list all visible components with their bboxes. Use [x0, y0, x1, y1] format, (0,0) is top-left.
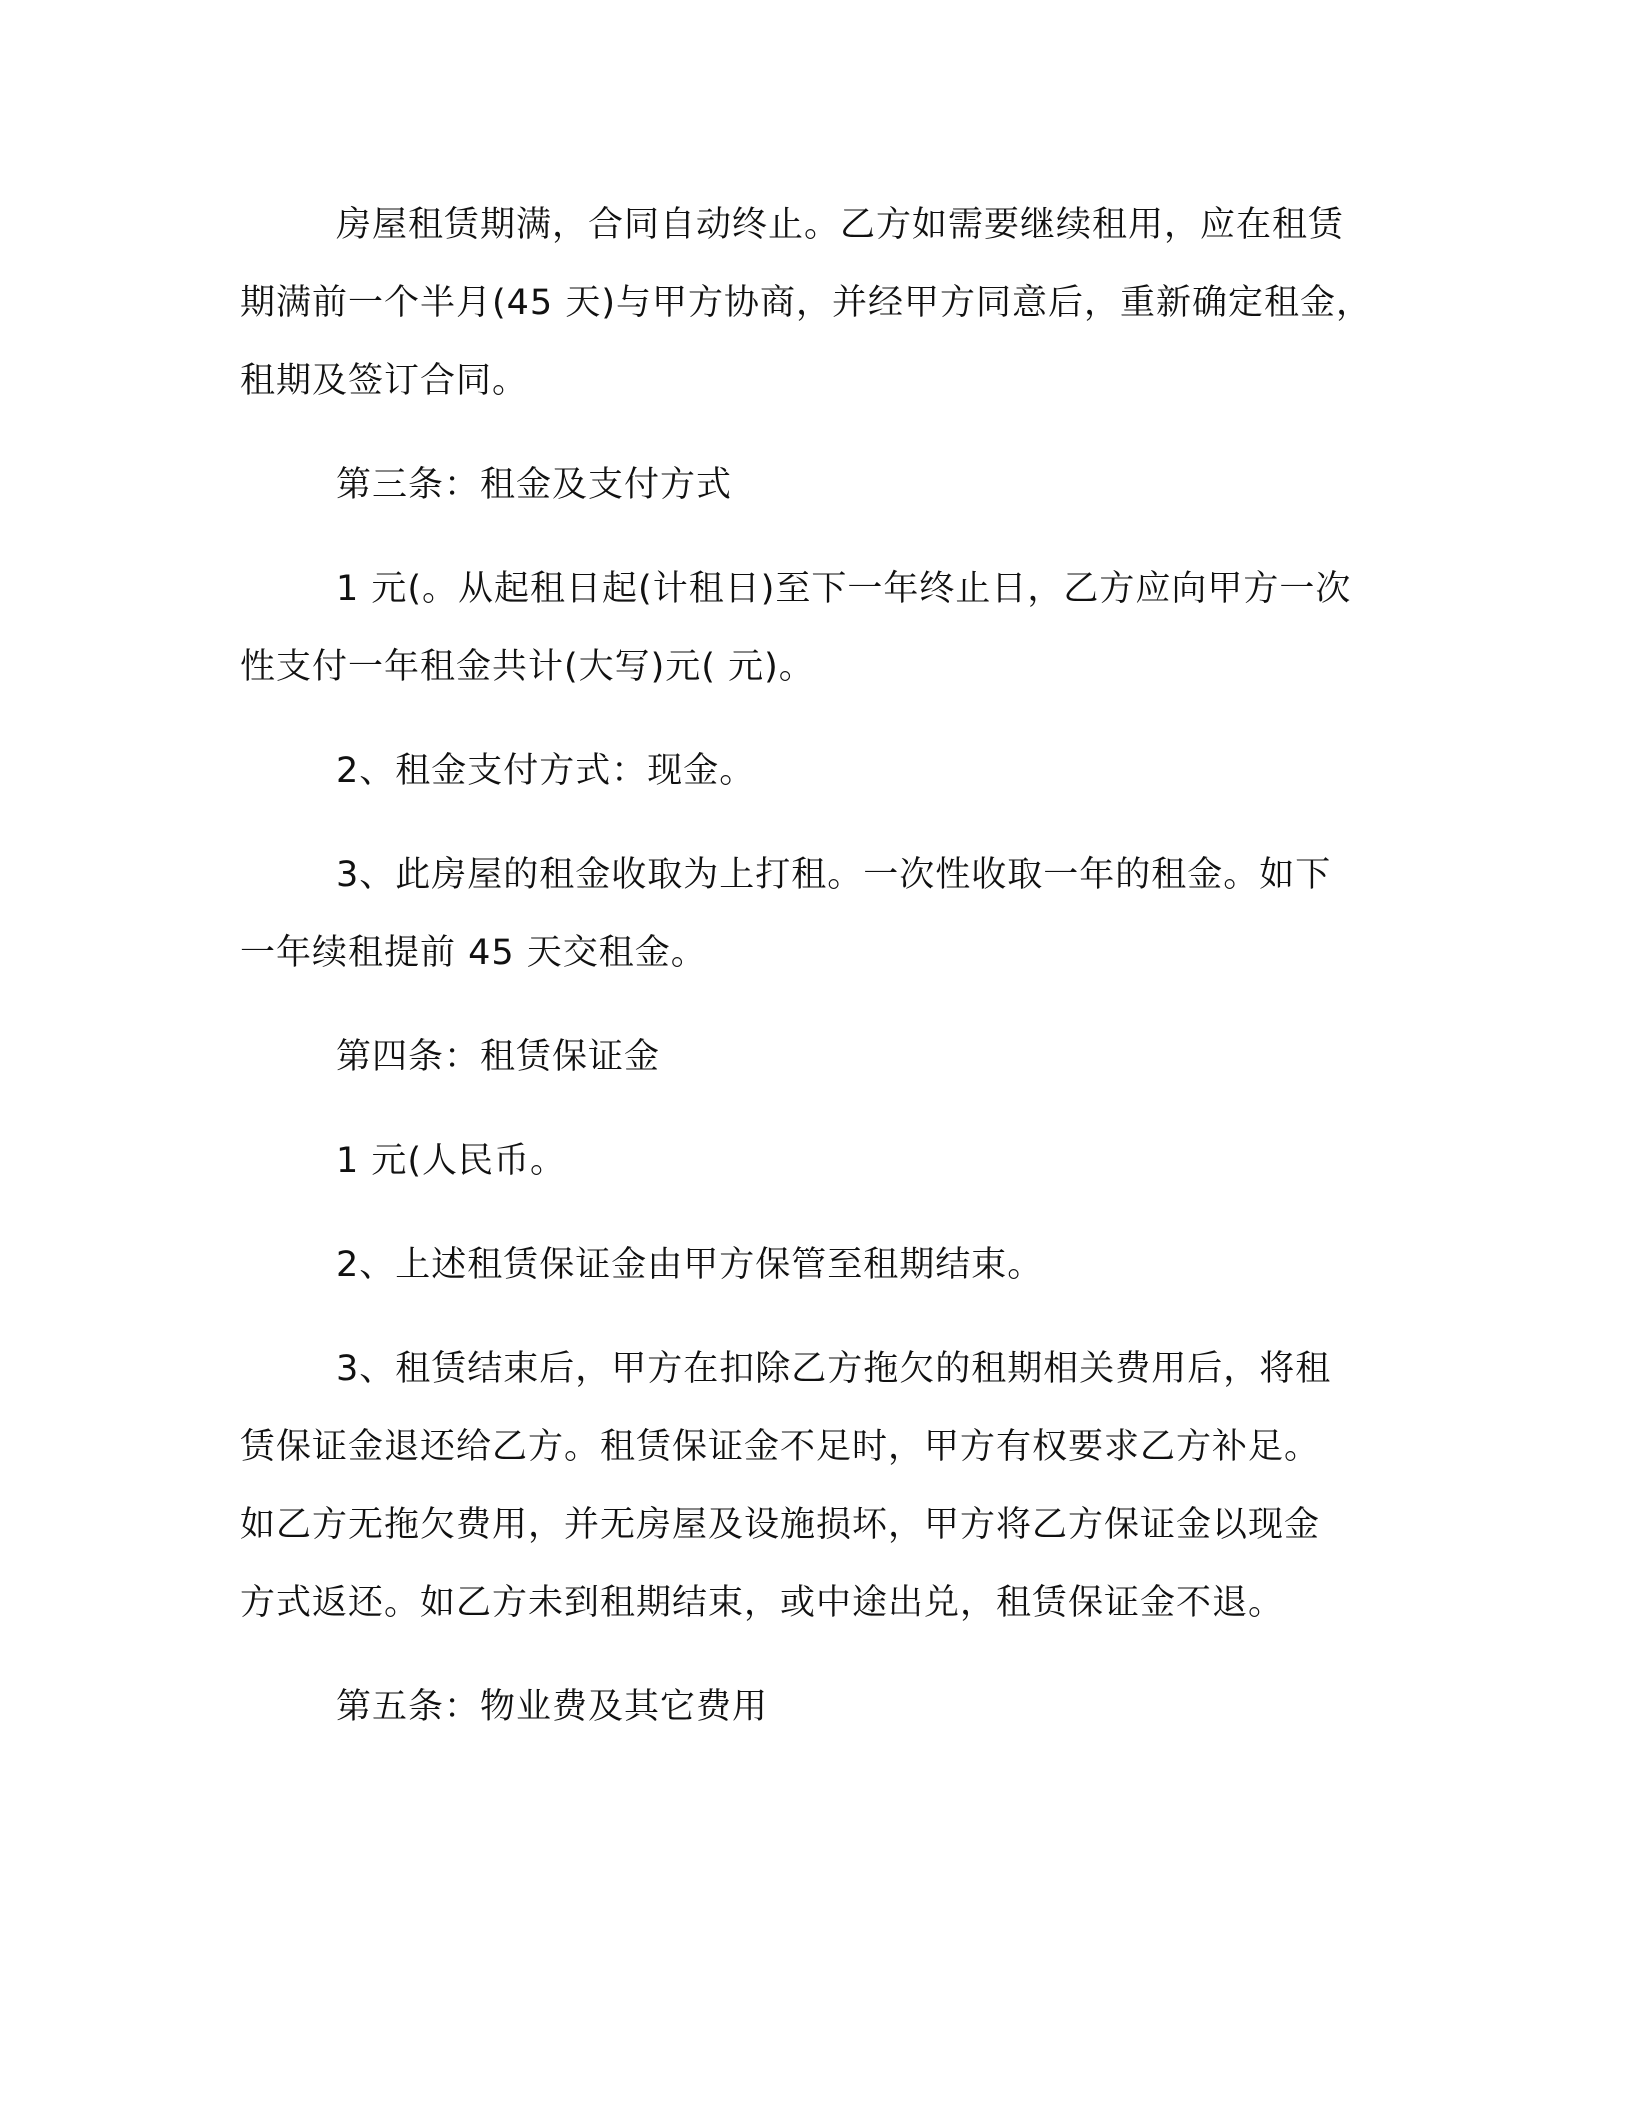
text-line: 3、此房屋的租金收取为上打租。一次性收取一年的租金。如下 [336, 855, 1332, 895]
text-line: 赁保证金退还给乙方。租赁保证金不足时，甲方有权要求乙方补足。 [240, 1427, 1321, 1467]
paragraph-deposit-custody [240, 1226, 1382, 1304]
paragraph-lease-expiry [240, 186, 1382, 420]
text-line: 1 元(人民币。 [336, 1141, 567, 1181]
paragraph-payment-method [240, 732, 1382, 810]
paragraph-rent-amount [240, 550, 1382, 706]
text-line: 方式返还。如乙方未到租期结束，或中途出兑，租赁保证金不退。 [240, 1583, 1285, 1623]
paragraph-rent-collection [240, 836, 1382, 992]
paragraph-deposit-amount [240, 1122, 1382, 1200]
paragraph-deposit-refund [240, 1330, 1382, 1642]
document-body [240, 186, 1382, 1772]
section-heading-article-4 [240, 1018, 1382, 1096]
text-line: 3、租赁结束后，甲方在扣除乙方拖欠的租期相关费用后，将租 [336, 1349, 1332, 1389]
text-line: 期满前一个半月(45 天)与甲方协商，并经甲方同意后，重新确定租金， [240, 283, 1372, 323]
text-line: 一年续租提前 45 天交租金。 [240, 933, 707, 973]
text-line: 2、租金支付方式：现金。 [336, 751, 756, 791]
text-line: 1 元(。从起租日起(计租日)至下一年终止日，乙方应向甲方一次 [336, 569, 1352, 609]
section-heading-article-5 [240, 1668, 1382, 1746]
text-line: 如乙方无拖欠费用，并无房屋及设施损坏，甲方将乙方保证金以现金 [240, 1505, 1321, 1545]
text-line: 租期及签订合同。 [240, 361, 529, 401]
heading-text: 第四条：租赁保证金 [336, 1037, 661, 1077]
section-heading-article-3 [240, 446, 1382, 524]
text-line: 性支付一年租金共计(大写)元( 元)。 [240, 647, 815, 687]
heading-text: 第三条：租金及支付方式 [336, 465, 733, 505]
text-line: 2、上述租赁保证金由甲方保管至租期结束。 [336, 1245, 1044, 1285]
text-line: 房屋租赁期满，合同自动终止。乙方如需要继续租用，应在租赁 [336, 205, 1345, 245]
heading-text: 第五条：物业费及其它费用 [336, 1687, 769, 1727]
